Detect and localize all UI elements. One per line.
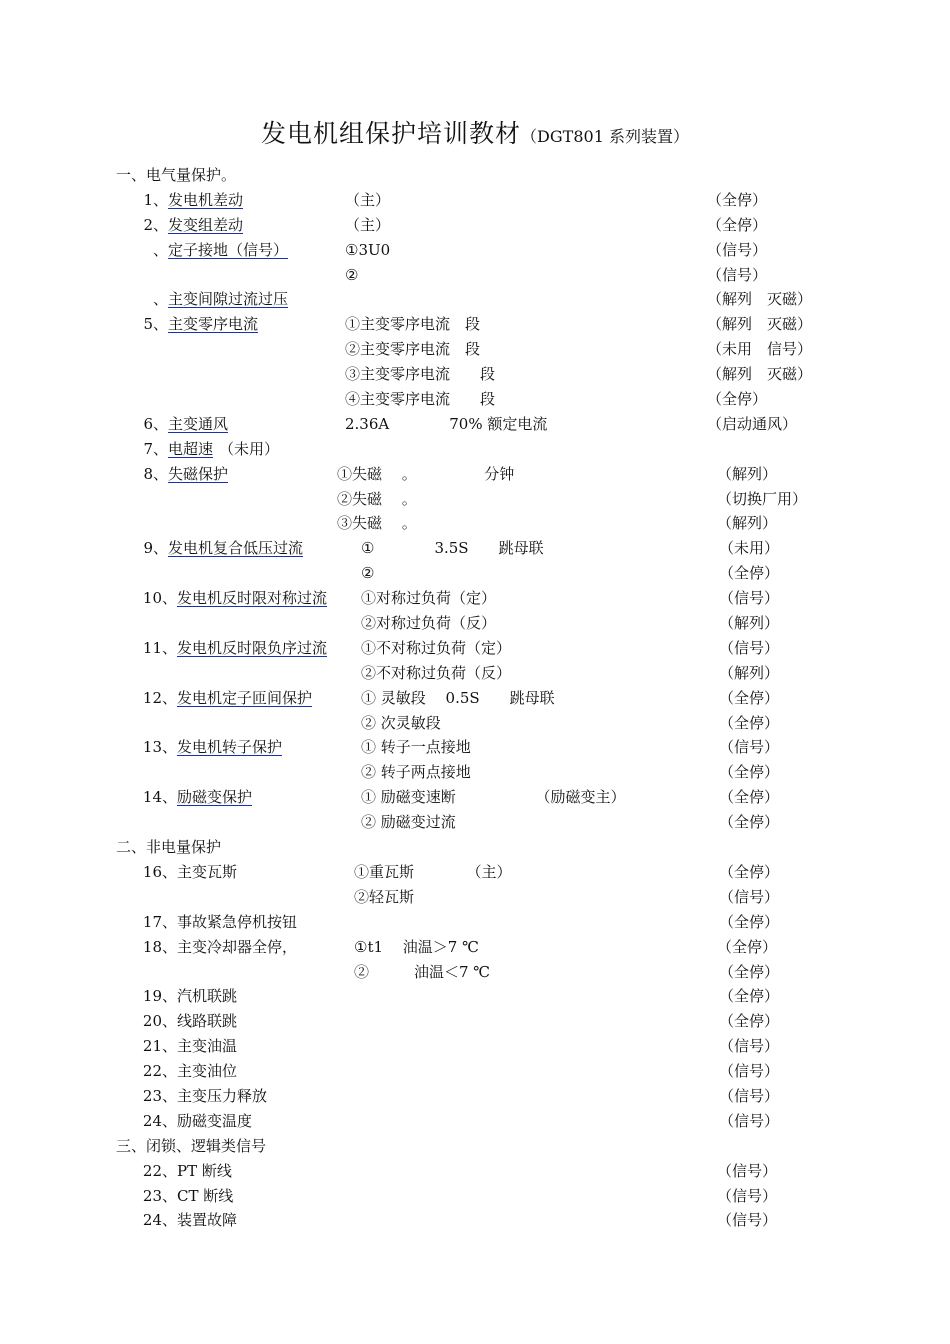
item-status: （解列） [717, 514, 778, 533]
item-detail: ②不对称过负荷（反） [361, 663, 512, 682]
section-heading: 一、电气量保护。 [116, 166, 237, 184]
item-number: 6、 [143, 414, 168, 433]
item-name: 电超速 [168, 439, 214, 458]
item-status: （全停） [719, 713, 780, 732]
item-status: （解列） [717, 464, 778, 483]
protection-row [0, 860, 950, 885]
item-detail: ② 次灵敏段 [361, 713, 441, 732]
item-number: 9、 [143, 539, 168, 558]
item-name: 励磁变保护 [177, 788, 253, 807]
section-heading-row [0, 163, 950, 188]
item-detail: ①重瓦斯 （主） [354, 862, 512, 881]
item-status: （未用） [719, 539, 780, 558]
protection-row [0, 785, 950, 810]
item-status: （信号） [717, 1211, 778, 1230]
item-detail: ① 励磁变速断 （励磁变主） [361, 788, 626, 807]
item-status: （信号） [719, 887, 780, 906]
protection-row [0, 1208, 950, 1233]
item-status: （全停） [719, 912, 780, 931]
protection-row [0, 312, 950, 337]
item-detail: （主） [345, 190, 391, 209]
protection-row [0, 1184, 950, 1209]
item-detail: ① 3.5S 跳母联 [361, 539, 544, 558]
section-heading: 二、非电量保护 [116, 838, 222, 857]
protection-row [0, 810, 950, 835]
item-number: 18、 [142, 937, 177, 956]
protection-row [0, 984, 950, 1009]
item-name: 失磁保护 [168, 464, 229, 483]
item-name: 发电机定子匝间保护 [177, 688, 313, 707]
protection-row [0, 188, 950, 213]
item-number: 22、 [142, 1161, 177, 1180]
protection-row [0, 661, 950, 686]
protection-row [0, 511, 950, 536]
item-status: （信号） [719, 1111, 780, 1130]
item-status: （全停） [719, 862, 780, 881]
item-detail: ② 转子两点接地 [361, 763, 471, 782]
item-name: 发变组差动 [168, 215, 244, 234]
item-detail: （主） [345, 215, 391, 234]
item-name: 主变油位 [177, 1062, 238, 1081]
item-status: （启动通风） [707, 414, 798, 433]
item-status: （信号） [717, 1186, 778, 1205]
protection-row [0, 1059, 950, 1084]
protection-row [0, 1084, 950, 1109]
item-number: 8、 [143, 464, 168, 483]
item-name: 主变瓦斯 [177, 862, 238, 881]
protection-row [0, 238, 950, 263]
section-heading: 三、闭锁、逻辑类信号 [116, 1136, 267, 1155]
item-name: 事故紧急停机按钮 [177, 912, 298, 931]
item-number: 、 [152, 240, 168, 259]
protection-row [0, 1009, 950, 1034]
item-status: （全停） [719, 987, 780, 1006]
item-detail: ④主变零序电流 段 [345, 390, 496, 409]
item-detail: ② [345, 265, 359, 284]
protection-list [0, 163, 950, 1233]
item-status: （全停） [719, 564, 780, 583]
item-status: （全停） [717, 937, 778, 956]
item-status: （全停） [719, 763, 780, 782]
item-detail: ①失磁 。 分钟 [337, 464, 515, 483]
protection-row [0, 487, 950, 512]
item-status: （信号） [717, 1161, 778, 1180]
item-detail: ①主变零序电流 段 [345, 315, 481, 334]
protection-row [0, 1034, 950, 1059]
page-subtitle: （DGT801 系列装置） [521, 127, 689, 146]
item-detail: ③主变零序电流 段 [345, 365, 496, 384]
item-detail: 2.36A 70% 额定电流 [345, 414, 548, 433]
item-status: （信号） [719, 738, 780, 757]
item-status: （全停） [707, 190, 768, 209]
protection-row [0, 1109, 950, 1134]
protection-row [0, 935, 950, 960]
item-detail: ①t1 油温＞7 ℃ [354, 937, 479, 956]
item-number: 24、 [142, 1111, 177, 1130]
item-detail: ③失磁 。 [337, 514, 417, 533]
item-status: （信号） [719, 589, 780, 608]
protection-row [0, 462, 950, 487]
protection-row [0, 362, 950, 387]
section-heading-row [0, 835, 950, 860]
item-number: 11、 [142, 638, 177, 657]
item-detail: ②轻瓦斯 [354, 887, 415, 906]
item-number: 1、 [143, 190, 168, 209]
item-detail: ② [361, 564, 375, 583]
item-name: 装置故障 [177, 1211, 238, 1230]
item-status: （全停） [707, 215, 768, 234]
item-status: （解列 灭磁） [707, 315, 813, 334]
protection-row [0, 337, 950, 362]
item-detail: ① 灵敏段 0.5S 跳母联 [361, 688, 555, 707]
item-number: 2、 [143, 215, 168, 234]
item-number: 16、 [142, 862, 177, 881]
item-status: （全停） [707, 390, 768, 409]
item-status: （信号） [719, 1062, 780, 1081]
item-status: （未用 信号） [707, 340, 813, 359]
item-name: 发电机差动 [168, 190, 244, 209]
protection-row [0, 263, 950, 288]
item-number: 5、 [143, 315, 168, 334]
item-detail: ①3U0 [345, 240, 391, 259]
protection-row [0, 536, 950, 561]
item-status: （信号） [719, 638, 780, 657]
item-name: 发电机复合低压过流 [168, 539, 304, 558]
item-detail: ② 励磁变过流 [361, 813, 456, 832]
item-detail: ①对称过负荷（定） [361, 589, 497, 608]
item-detail: ① 转子一点接地 [361, 738, 471, 757]
item-name: CT 断线 [177, 1186, 234, 1205]
document-title [0, 114, 950, 150]
protection-row [0, 636, 950, 661]
item-number: 24、 [142, 1211, 177, 1230]
protection-row [0, 960, 950, 985]
item-name: 主变油温 [177, 1037, 238, 1056]
item-name: 发电机转子保护 [177, 738, 283, 757]
item-status: （信号） [719, 1086, 780, 1105]
protection-row [0, 437, 950, 462]
item-detail: ②失磁 。 [337, 489, 417, 508]
item-status: （信号） [707, 265, 768, 284]
item-name: 发电机反时限负序过流 [177, 638, 328, 657]
protection-row [0, 586, 950, 611]
item-status: （全停） [719, 688, 780, 707]
item-status: （全停） [719, 813, 780, 832]
item-name: 主变间隙过流过压 [168, 290, 289, 309]
protection-row [0, 561, 950, 586]
item-number: 7、 [143, 439, 168, 458]
item-number: 13、 [142, 738, 177, 757]
item-name: 主变冷却器全停， [177, 937, 298, 956]
item-status: （解列 灭磁） [707, 365, 813, 384]
protection-row [0, 735, 950, 760]
item-status: （切换厂用） [717, 489, 808, 508]
item-number: 19、 [142, 987, 177, 1006]
item-name: 汽机联跳 [177, 987, 238, 1006]
item-number: 17、 [142, 912, 177, 931]
item-name: PT 断线 [177, 1161, 232, 1180]
protection-row [0, 686, 950, 711]
protection-row [0, 711, 950, 736]
protection-row [0, 387, 950, 412]
item-status: （信号） [707, 240, 768, 259]
item-name: 发电机反时限对称过流 [177, 589, 328, 608]
protection-row [0, 1159, 950, 1184]
item-status: （全停） [719, 1012, 780, 1031]
protection-row [0, 287, 950, 312]
item-name: 主变压力释放 [177, 1086, 268, 1105]
item-number: 21、 [142, 1037, 177, 1056]
item-detail: ②对称过负荷（反） [361, 614, 497, 633]
item-number: 、 [152, 290, 168, 309]
protection-row [0, 611, 950, 636]
item-number: 12、 [142, 688, 177, 707]
protection-row [0, 412, 950, 437]
item-detail: ② 油温＜7 ℃ [354, 962, 491, 981]
protection-row [0, 885, 950, 910]
item-number: 14、 [142, 788, 177, 807]
item-number: 22、 [142, 1062, 177, 1081]
page-title: 发电机组保护培训教材 [261, 119, 522, 148]
protection-row [0, 910, 950, 935]
item-number: 23、 [142, 1086, 177, 1105]
item-status: （解列） [719, 663, 780, 682]
item-name: 主变通风 [168, 414, 229, 433]
section-heading-row [0, 1134, 950, 1159]
item-number: 20、 [142, 1012, 177, 1031]
item-name: 定子接地（信号） [168, 240, 289, 259]
item-number: 23、 [142, 1186, 177, 1205]
item-number: 10、 [142, 589, 177, 608]
item-name: 线路联跳 [177, 1012, 238, 1031]
item-note: （未用） [219, 439, 280, 458]
item-detail: ②主变零序电流 段 [345, 340, 481, 359]
item-status: （解列 灭磁） [707, 290, 813, 309]
item-name: 励磁变温度 [177, 1111, 253, 1130]
item-status: （信号） [719, 1037, 780, 1056]
item-status: （解列） [719, 614, 780, 633]
item-status: （全停） [719, 962, 780, 981]
item-status: （全停） [719, 788, 780, 807]
protection-row [0, 760, 950, 785]
item-name: 主变零序电流 [168, 315, 259, 334]
protection-row [0, 213, 950, 238]
item-detail: ①不对称过负荷（定） [361, 638, 512, 657]
